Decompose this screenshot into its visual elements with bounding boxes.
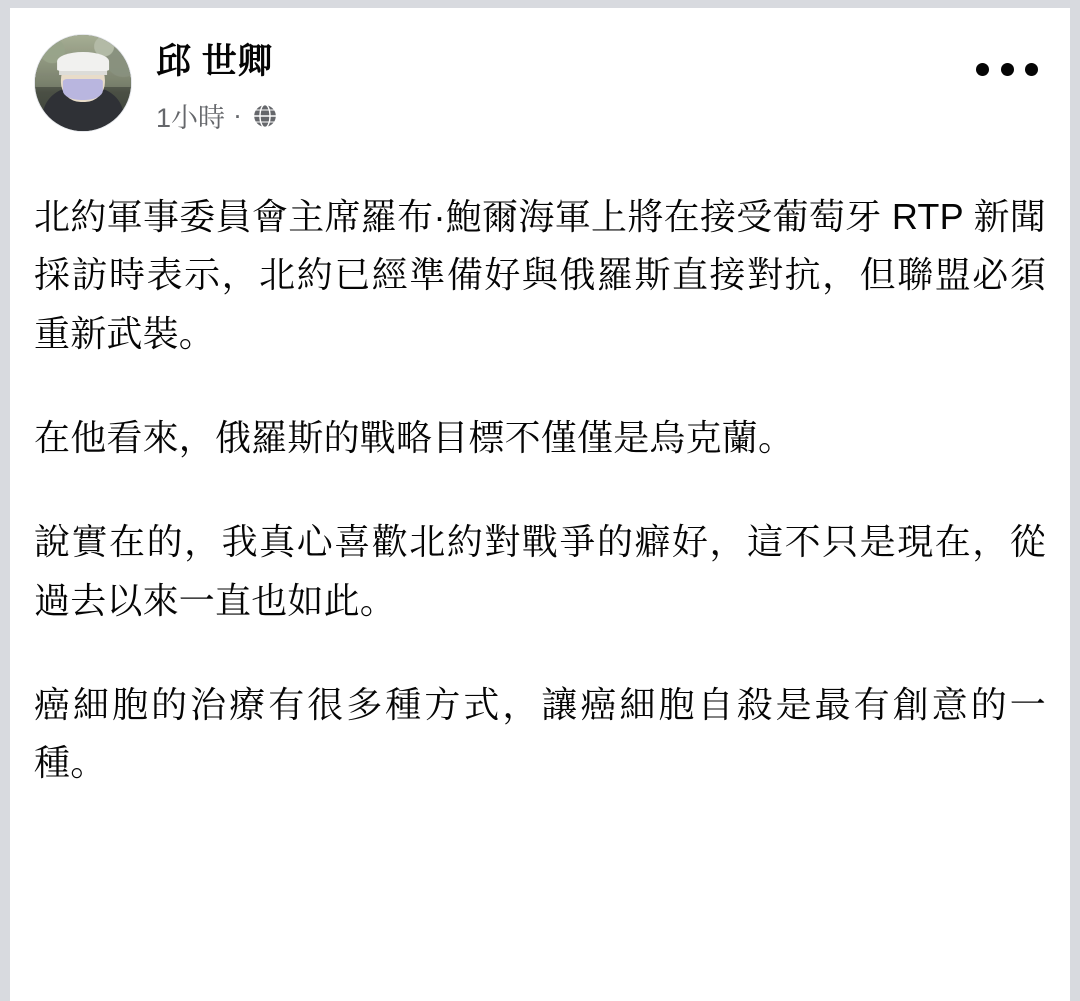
post-body bbox=[34, 188, 1046, 793]
author-name[interactable]: 邱 世卿 bbox=[156, 42, 273, 81]
page-edge-right bbox=[1070, 0, 1080, 1001]
page-edge-left bbox=[0, 0, 10, 1001]
more-options-icon[interactable] bbox=[976, 52, 1038, 86]
post-timestamp[interactable]: 1小時 bbox=[156, 103, 226, 134]
globe-icon[interactable] bbox=[252, 103, 278, 129]
more-dot bbox=[1025, 63, 1038, 76]
post-paragraph: 癌細胞的治療有很多種方式，讓癌細胞自殺是最有創意的一種。 bbox=[34, 683, 1046, 784]
meta-separator: · bbox=[233, 100, 243, 131]
post-paragraph: 北約軍事委員會主席羅布·鮑爾海軍上將在接受葡萄牙 RTP 新聞採訪時表示，北約已經準備好與俄羅斯直接對抗，但聯盟必須重新武裝。 bbox=[34, 196, 1046, 354]
avatar-cap bbox=[57, 52, 109, 71]
avatar-face-mask bbox=[63, 79, 103, 100]
post-header bbox=[34, 30, 1046, 158]
post-paragraph: 說實在的，我真心喜歡北約對戰爭的癖好，這不只是現在，從過去以來一直也如此。 bbox=[34, 521, 1046, 621]
post-meta bbox=[156, 96, 278, 135]
post-header-text bbox=[156, 30, 278, 135]
more-dot bbox=[1001, 63, 1014, 76]
page-edge-top bbox=[0, 0, 1080, 8]
post-paragraph: 在他看來，俄羅斯的戰略目標不僅僅是烏克蘭。 bbox=[34, 416, 795, 458]
post-card bbox=[10, 8, 1070, 1001]
more-dot bbox=[976, 63, 989, 76]
avatar[interactable] bbox=[34, 34, 132, 132]
